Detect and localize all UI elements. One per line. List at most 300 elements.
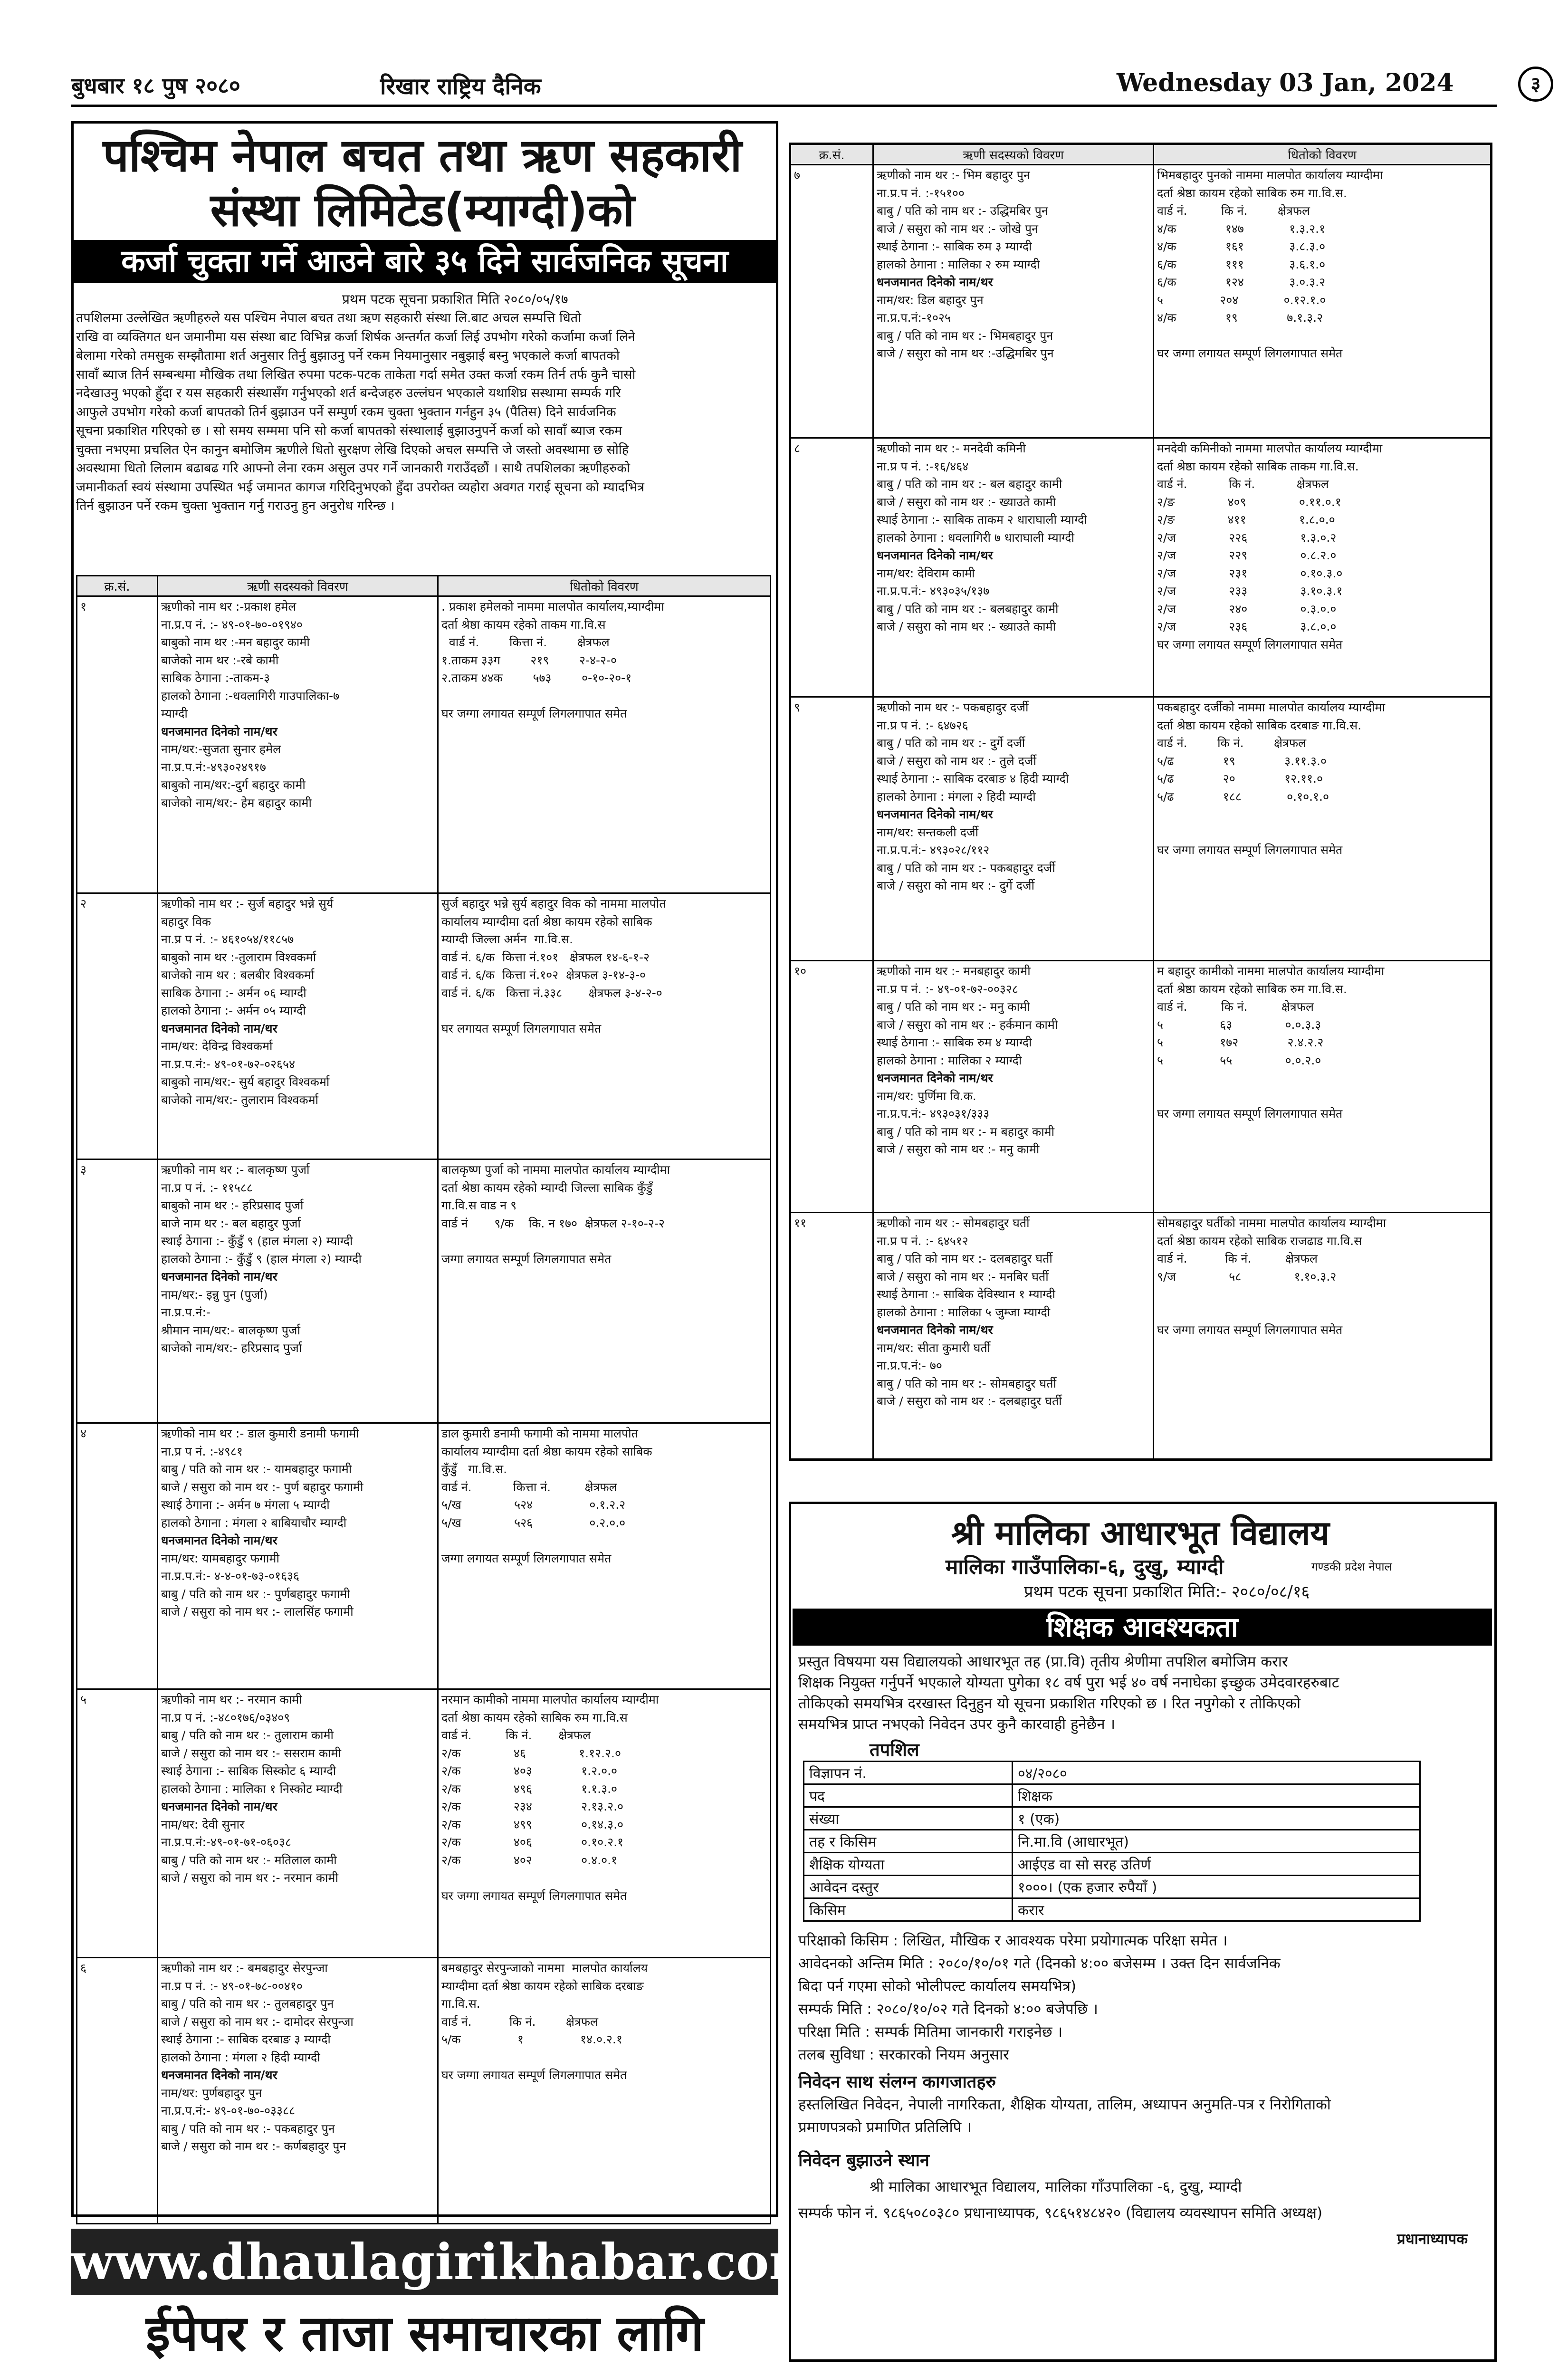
row-serial: ५ bbox=[77, 1689, 158, 1958]
borrower-line: बाबुको नाम थर :- हरिप्रसाद पुर्जा bbox=[161, 1198, 304, 1212]
text-line: शिक्षक नियुक्त गर्नुपर्ने भएकाले योग्यता पुगेका १८ वर्ष पुरा भई ४० वर्ष ननाघेका इच्छुक उमेदवारहरुबाट bbox=[798, 1674, 1339, 1691]
row-serial: ९ bbox=[790, 697, 873, 961]
row-serial: १० bbox=[790, 961, 873, 1213]
borrower-line: ना.प्र.प.नं:- bbox=[161, 1305, 210, 1319]
collateral-line: म्याग्दीमा दर्ता श्रेष्ठा कायम रहेको साबिक दरबाङ bbox=[441, 1979, 644, 1993]
collateral-line: बालकृष्ण पुर्जा को नाममा मालपोत कार्यालय म्याग्दीमा bbox=[441, 1163, 670, 1177]
collateral-line: घर लगायत सम्पूर्ण लिगलगापात समेत bbox=[441, 1021, 602, 1035]
table-header-row bbox=[790, 144, 1492, 165]
details-value: १०००। (एक हजार रुपैयाँ ) bbox=[1013, 1876, 1420, 1898]
borrower-line: ना.प्र प नं. :- ४९-०१-७८-००४१० bbox=[161, 1979, 303, 1993]
borrower-line: श्रीमान नाम/थर:- बालकृष्ण पुर्जा bbox=[161, 1323, 300, 1337]
collateral-line bbox=[441, 1869, 767, 1887]
text-line: नदेखाउनु भएको हुँदा र यस सहकारी संस्थासँग गर्नुभएको शर्त बन्देजहरु उल्लंघन भएकाले यथाशिघ्र सस्थामा सम्पर्क गरि bbox=[76, 386, 621, 401]
collateral-line: नरमान कामीको नाममा मालपोत कार्यालय म्याग्दीमा bbox=[441, 1693, 659, 1706]
borrower-line: बाबु / पति को नाम थर :- पकबहादुर दर्जी bbox=[877, 861, 1055, 875]
notice-body bbox=[76, 309, 770, 516]
table-row bbox=[77, 1689, 771, 1958]
notice-title-line2: संस्था लिमिटेड(म्याग्दी)को bbox=[210, 183, 635, 237]
borrower-details bbox=[158, 1958, 438, 2224]
collateral-line: २/क ४०६ ०.१०.२.१ bbox=[441, 1835, 624, 1849]
borrower-line: हालको ठेगाना : मालिका १ निस्कोट म्याग्दी bbox=[161, 1782, 343, 1796]
table-row bbox=[790, 165, 1492, 438]
notice-title-line1: पश्चिम नेपाल बचत तथा ऋण सहकारी bbox=[103, 129, 742, 182]
collateral-line: जग्गा लगायत सम्पूर्ण लिगलगापात समेत bbox=[441, 1252, 612, 1266]
borrower-line: बाजे / ससुरा को नाम थर :- कर्णबहादुर पुन bbox=[161, 2139, 346, 2153]
collateral-line: ९/ज ५८ १.१०.३.२ bbox=[1157, 1269, 1337, 1284]
collateral-line: १.ताकम ३३ग २१९ २-४-२-० bbox=[441, 653, 617, 667]
borrower-line: ऋणीको नाम थर :- पकबहादुर दर्जी bbox=[877, 700, 1029, 714]
borrower-line: ऋणीको नाम थर :- सोमबहादुर घर्ती bbox=[877, 1216, 1030, 1230]
collateral-line: ५/ढ २० १२.११.० bbox=[1157, 772, 1323, 786]
collateral-line: कार्यालय म्याग्दीमा दर्ता श्रेष्ठा कायम रहेको साबिक bbox=[441, 1444, 652, 1458]
page-number: ३ bbox=[1518, 67, 1553, 102]
row-serial: ३ bbox=[77, 1159, 158, 1423]
borrower-line: हालको ठेगाना : धवलागिरी ७ धाराघाली म्याग्दी bbox=[877, 530, 1074, 545]
borrower-line: बहादुर विक bbox=[161, 914, 211, 929]
header-collateral: धितोको विवरण bbox=[1154, 144, 1492, 165]
borrower-line: ऋणीको नाम थर :- भिम बहादुर पुन bbox=[877, 168, 1030, 182]
collateral-line: म बहादुर कामीको नाममा मालपोत कार्यालय म्याग्दीमा bbox=[1157, 964, 1385, 978]
borrower-line: धनजमानत दिनेको नाम/थर bbox=[161, 1021, 277, 1035]
borrower-line: धनजमानत दिनेको नाम/थर bbox=[161, 1533, 277, 1547]
collateral-line: मनदेवी कमिनीको नाममा मालपोत कार्यालय म्याग्दीमा bbox=[1157, 441, 1383, 455]
borrower-line: ऋणीको नाम थर :- मनबहादुर कामी bbox=[877, 964, 1031, 978]
collateral-line: २.ताकम ४४क ५७३ ०-१०-२०-१ bbox=[441, 671, 632, 685]
collateral-line: वार्ड नं. ६/क कित्ता नं.३३८ क्षेत्रफल ३-४-२-० bbox=[441, 986, 662, 1000]
collateral-line: २/क ४९६ १.१.३.० bbox=[441, 1782, 618, 1796]
row-serial: ६ bbox=[77, 1958, 158, 2224]
collateral-line: सुर्ज बहादुर भन्ने सुर्य बहादुर विक को नाममा मालपोत bbox=[441, 897, 666, 910]
borrower-line: ना.प्र प नं. :- ६४७२६ bbox=[877, 718, 968, 732]
borrower-line: बाजे / ससुरा को नाम थर :- मनबिर घर्ती bbox=[877, 1269, 1049, 1284]
collateral-line: घर जग्गा लगायत सम्पूर्ण लिगलगापात समेत bbox=[1157, 843, 1343, 857]
collateral-line: वार्ड नं ९/क कि. न १७० क्षेत्रफल २-१०-२-२ bbox=[441, 1216, 665, 1230]
borrower-line: ऋणीको नाम थर :- सुर्ज बहादुर भन्ने सुर्य bbox=[161, 897, 334, 910]
school-intro bbox=[798, 1651, 1485, 1735]
collateral-line: वार्ड नं. कि नं. क्षेत्रफल bbox=[441, 1728, 591, 1742]
collateral-line: २/क ४९९ ०.१४.३.० bbox=[441, 1817, 624, 1831]
borrower-line: हालको ठेगाना : मंगला २ हिदी म्याग्दी bbox=[161, 2050, 320, 2064]
details-row bbox=[804, 1784, 1420, 1807]
borrower-line: बाजेको नाम/थर:- तुलाराम विश्वकर्मा bbox=[161, 1092, 319, 1107]
collateral-line bbox=[441, 1002, 767, 1020]
borrower-line: ना.प्र.प.नं:- ४-४-०१-७३-०१६३६ bbox=[161, 1569, 299, 1583]
borrower-line: धनजमानत दिनेको नाम/थर bbox=[877, 807, 993, 821]
docs-heading: निवेदन साथ संलग्न कागजातहरु bbox=[798, 2072, 996, 2092]
borrower-line: धनजमानत दिनेको नाम/थर bbox=[161, 1800, 277, 1813]
borrower-line: बाबु / पति को नाम थर :- तुलाराम कामी bbox=[161, 1728, 334, 1742]
borrower-line: बाबु / पति को नाम थर :- बलबहादुर कामी bbox=[877, 602, 1059, 616]
text-line: परिक्षा मिति : सम्पर्क मितिमा जानकारी गराइनेछ । bbox=[798, 2023, 1063, 2041]
details-row bbox=[804, 1762, 1420, 1784]
details-value: नि.मा.वि (आधारभूत) bbox=[1013, 1830, 1420, 1853]
borrower-line: बाबु / पति को नाम थर :- मनु कामी bbox=[877, 1000, 1030, 1014]
collateral-line: पकबहादुर दर्जीको नाममा मालपोत कार्यालय म्याग्दीमा bbox=[1157, 700, 1386, 714]
collateral-line: ५/ख ५२४ ०.१.२.२ bbox=[441, 1498, 626, 1512]
borrower-line: बाबु / पति को नाम थर :- बल बहादुर कामी bbox=[877, 477, 1062, 491]
details-row bbox=[804, 1830, 1420, 1853]
borrower-line: ऋणीको नाम थर :- डाल कुमारी डनामी फगामी bbox=[161, 1427, 359, 1440]
borrower-line: ऋणीको नाम थर :- नरमान कामी bbox=[161, 1693, 302, 1706]
borrower-line: ना.प्र.प.नं:- ४९३०३१/३३३ bbox=[877, 1107, 990, 1121]
details-value: करार bbox=[1013, 1898, 1420, 1921]
borrower-line: हालको ठेगाना : मालिका २ रुम म्याग्दी bbox=[877, 257, 1040, 271]
text-line: प्रस्तुत विषयमा यस विद्यालयको आधारभूत तह (प्रा.वि) तृतीय श्रेणीमा तपशिल बमोजिम करार bbox=[798, 1653, 1288, 1670]
borrower-line: नाम/थर: डिल बहादुर पुन bbox=[877, 293, 984, 307]
borrower-line: ना.प्र प नं. :-४९८१ bbox=[161, 1444, 243, 1458]
borrower-line: बाजे / ससुरा को नाम थर :- दुर्गे दर्जी bbox=[877, 879, 1035, 892]
borrower-details bbox=[158, 596, 438, 893]
row-serial: ७ bbox=[790, 165, 873, 438]
text-line: बिदा पर्न गएमा सोको भोलीपल्ट कार्यालय समयभित्र) bbox=[798, 1978, 1077, 1995]
borrower-line: बाबु / पति को नाम थर :- दुर्गे दर्जी bbox=[877, 736, 1025, 750]
table-row bbox=[790, 1213, 1492, 1460]
collateral-line: ५/ढ १८८ ०.१०.१.० bbox=[1157, 789, 1329, 804]
collateral-line: घर जग्गा लगायत सम्पूर्ण लिगलगापात समेत bbox=[441, 2068, 627, 2082]
borrower-line: बाजे / ससुरा को नाम थर :- मनु कामी bbox=[877, 1142, 1040, 1156]
borrower-details bbox=[158, 1423, 438, 1689]
collateral-line bbox=[1157, 1303, 1487, 1322]
collateral-line: कार्यालय म्याग्दीमा दर्ता श्रेष्ठा कायम रहेको साबिक bbox=[441, 914, 652, 929]
collateral-line bbox=[1157, 327, 1487, 345]
borrower-line: धनजमानत दिनेको नाम/थर bbox=[877, 275, 993, 289]
collateral-line: ६/क १११ ३.६.१.० bbox=[1157, 257, 1326, 271]
row-serial: १ bbox=[77, 596, 158, 893]
borrower-line: धनजमानत दिनेको नाम/थर bbox=[161, 2068, 277, 2082]
borrower-line: ना.प्र.प.नं:- ७० bbox=[877, 1359, 942, 1372]
text-line: परिक्षाको किसिम : लिखित, मौखिक र आवश्यक परेमा प्रयोगात्मक परिक्षा समेत । bbox=[798, 1932, 1228, 1949]
collateral-line: २/ज २३३ ३.१०.३.१ bbox=[1157, 584, 1343, 598]
collateral-line: म्याग्दी जिल्ला अर्मन गा.वि.स. bbox=[441, 932, 573, 946]
text-line: तलब सुविधा : सरकारको नियम अनुसार bbox=[798, 2046, 1009, 2063]
table-row bbox=[77, 1423, 771, 1689]
details-row bbox=[804, 1807, 1420, 1830]
collateral-line: वार्ड नं. कि नं. क्षेत्रफल bbox=[1157, 736, 1307, 750]
borrower-line: ऋणीको नाम थर :- बमबहादुर सेरपुन्जा bbox=[161, 1961, 328, 1975]
borrower-line: बाजे / ससुरा को नाम थर :- ससराम कामी bbox=[161, 1746, 341, 1760]
borrower-line: बाजेको नाम थर :-रबे कामी bbox=[161, 653, 279, 667]
collateral-line: वार्ड नं. ६/क कित्ता नं.१०१ क्षेत्रफल १४-६-१-२ bbox=[441, 950, 650, 964]
borrower-details bbox=[873, 697, 1154, 961]
collateral-line: दर्ता श्रेष्ठा कायम रहेको साबिक ताकम गा.वि.स. bbox=[1157, 459, 1359, 473]
vacancy-details-table bbox=[803, 1761, 1421, 1922]
website-banner[interactable]: www.dhaulagirikhabar.com bbox=[71, 2229, 778, 2295]
borrower-line: बाबु / पति को नाम थर :- सोमबहादुर घर्ती bbox=[877, 1376, 1056, 1390]
borrower-line: बाजे / ससुरा को नाम थर :- लालसिंह फगामी bbox=[161, 1605, 354, 1619]
borrower-line: हालको ठेगाना :-धवलागिरी गाउपालिका-७ bbox=[161, 689, 340, 703]
row-serial: ११ bbox=[790, 1213, 873, 1460]
borrower-details bbox=[158, 1689, 438, 1958]
collateral-details bbox=[1154, 438, 1492, 697]
submit-place: श्री मालिका आधारभूत विद्यालय, मालिका गाँउपालिका -६, दुखु, म्याग्दी bbox=[870, 2178, 1242, 2195]
borrower-line: बाजे / ससुरा को नाम थर :- ख्याउते कामी bbox=[877, 495, 1056, 509]
borrower-line: म्याग्दी bbox=[161, 707, 188, 720]
table-row bbox=[790, 697, 1492, 961]
collateral-line: वार्ड नं. कि नं. क्षेत्रफल bbox=[441, 2014, 598, 2029]
borrower-line: ना.प्र.प नं. :- ४९-०१-७०-०१९४० bbox=[161, 617, 303, 632]
collateral-details bbox=[438, 1423, 771, 1689]
collateral-line: २/क २३४ २.१३.२.० bbox=[441, 1800, 624, 1813]
collateral-line: ५/ढ १९ ३.११.३.० bbox=[1157, 754, 1327, 768]
collateral-details bbox=[438, 1958, 771, 2224]
details-row bbox=[804, 1853, 1420, 1876]
borrower-line: नाम/थर: देवी सुनार bbox=[161, 1817, 245, 1831]
collateral-line bbox=[1157, 1285, 1487, 1303]
borrower-line: साबिक ठेगाना :-ताकम-३ bbox=[161, 671, 270, 685]
collateral-details bbox=[438, 1159, 771, 1423]
text-line: अवस्थामा धितो लिलाम बढाबढ गरि आफ्नो लेना रकम असुल उपर गर्ने जानकारी गराउँदछौं । साथै तपशिलका ऋणीहरुको bbox=[76, 461, 631, 476]
details-label: शैक्षिक योग्यता bbox=[804, 1853, 1013, 1876]
school-address: मालिका गाउँपालिका-६, दुखु, म्याग्दी bbox=[946, 1555, 1224, 1579]
borrower-line: बाबु / पति को नाम थर :- पकबहादुर पुन bbox=[161, 2121, 335, 2136]
masthead-paper-name: रिखार राष्ट्रिय दैनिक bbox=[380, 73, 541, 100]
collateral-details bbox=[438, 893, 771, 1159]
borrower-line: बाबु / पति को नाम थर :- दलबहादुर घर्ती bbox=[877, 1252, 1052, 1265]
borrower-line: धनजमानत दिनेको नाम/थर bbox=[877, 548, 993, 562]
borrower-line: नाम/थर: देविराम कामी bbox=[877, 566, 975, 580]
collateral-line: घर जग्गा लगायत सम्पूर्ण लिगलगापात समेत bbox=[441, 707, 627, 720]
borrower-line: बाबु / पति को नाम थर :- यामबहादुर फगामी bbox=[161, 1462, 352, 1476]
collateral-line: घर जग्गा लगायत सम्पूर्ण लिगलगापात समेत bbox=[1157, 1323, 1343, 1337]
collateral-line bbox=[441, 2049, 767, 2067]
details-label: संख्या bbox=[804, 1807, 1013, 1830]
collateral-details bbox=[1154, 697, 1492, 961]
borrower-line: ना.प्र प नं. :- ४९-०१-७२-००३२८ bbox=[877, 982, 1018, 996]
text-line: तोकिएको समयभित्र दरखास्त दिनुहुन यो सूचना प्रकाशित गरिएको छ । रित नपुगेको र तोकिएको bbox=[798, 1695, 1301, 1712]
borrower-details bbox=[873, 165, 1154, 438]
header-sn: क्र.सं. bbox=[77, 576, 158, 596]
borrower-line: स्थाई ठेगाना :- अर्मन ७ मंगला ५ म्याग्दी bbox=[161, 1498, 330, 1512]
borrower-line: बाजे / ससुरा को नाम थर :- जोखे पुन bbox=[877, 221, 1038, 236]
borrower-line: ना.प्र प नं. :-१६/४६४ bbox=[877, 459, 969, 473]
borrower-line: नाम/थर: पुर्णबहादुर पुन bbox=[161, 2086, 262, 2100]
collateral-details bbox=[438, 596, 771, 893]
collateral-line: २/क ४०२ ०.४.०.१ bbox=[441, 1853, 618, 1867]
school-province: गण्डकी प्रदेश नेपाल bbox=[1311, 1560, 1392, 1573]
collateral-line: बमबहादुर सेरपुन्जाको नाममा मालपोत कार्यालय bbox=[441, 1961, 648, 1975]
collateral-line: २/ज २४० ०.३.०.० bbox=[1157, 602, 1337, 616]
borrower-line: बाजे / ससुरा को नाम थर :- दामोदर सेरपुन्जा bbox=[161, 2014, 354, 2029]
borrower-line: बाजे नाम थर :- बल बहादुर पुर्जा bbox=[161, 1216, 301, 1230]
borrower-line: ना.प्र.प.नं:-४९-०१-७१-०६०३८ bbox=[161, 1835, 291, 1849]
borrower-details bbox=[873, 438, 1154, 697]
header-borrower: ऋणी सदस्यको विवरण bbox=[873, 144, 1154, 165]
collateral-line: भिमबहादुर पुनको नाममा मालपोत कार्यालय म्याग्दीमा bbox=[1157, 168, 1383, 182]
borrower-details bbox=[873, 1213, 1154, 1460]
borrower-line: बाबु / पति को नाम थर :- मतिलाल कामी bbox=[161, 1853, 337, 1867]
borrower-line: बाबुको नाम/थर:-दुर्ग बहादुर कामी bbox=[161, 778, 306, 792]
collateral-line: ५ ६३ ०.०.३.३ bbox=[1157, 1017, 1321, 1032]
text-line: बेलामा गरेको तमसुक सम्झौतामा शर्त अनुसार तिर्नु बुझाउनु पर्ने रकम नियमानुसार नबुझाई बस्नु भएकाले कर्जा बापतको bbox=[76, 348, 620, 363]
collateral-line: २/ङ ४११ १.८.०.० bbox=[1157, 513, 1335, 527]
borrower-line: हालको ठेगाना : मालिका २ म्याग्दी bbox=[877, 1053, 1022, 1067]
collateral-line: दर्ता श्रेष्ठा कायम रहेको साबिक दरबाङ गा.वि.स. bbox=[1157, 718, 1362, 732]
borrower-table-right bbox=[789, 143, 1492, 1461]
details-row bbox=[804, 1876, 1420, 1898]
collateral-details bbox=[1154, 1213, 1492, 1460]
text-line: हस्तलिखित निवेदन, नेपाली नागरिकता, शैक्षिक योग्यता, तालिम, अध्यापन अनुमति-पत्र र निरोगिताको bbox=[798, 2096, 1331, 2113]
collateral-line: गा.वि.स वाड न ९ bbox=[441, 1198, 517, 1212]
borrower-details bbox=[158, 1159, 438, 1423]
collateral-details bbox=[1154, 165, 1492, 438]
borrower-line: ना.प्र.प.नं:- ४९-०१-७०-०३३८८ bbox=[161, 2104, 295, 2117]
collateral-line: ५/क १ १४.०.२.१ bbox=[441, 2032, 622, 2046]
borrower-line: नाम/थर: पुर्णिमा वि.क. bbox=[877, 1089, 976, 1103]
collateral-line: २/ज २२६ १.३.०.२ bbox=[1157, 530, 1337, 545]
text-line: तपशिलमा उल्लेखित ऋणीहरुले यस पश्चिम नेपाल बचत तथा ऋण सहकारी संस्था लि.बाट अचल सम्पत्ति धितो bbox=[76, 311, 582, 326]
borrower-line: नाम/थर:-सुजता सुनार हमेल bbox=[161, 742, 281, 756]
text-line: प्रमाणपत्रको प्रमाणित प्रतिलिपि । bbox=[798, 2119, 972, 2136]
borrower-line: ना.प्र.प.नं:- ४९३०२८/११२ bbox=[877, 843, 990, 857]
borrower-line: ना.प्र.प.नं:- ४९-०१-७२-०२६५४ bbox=[161, 1057, 295, 1071]
collateral-line: ५ १७२ २.४.२.२ bbox=[1157, 1035, 1324, 1049]
borrower-line: ना.प्र प नं. :- ६४५१२ bbox=[877, 1234, 968, 1248]
collateral-line bbox=[1157, 824, 1487, 842]
table-row bbox=[790, 961, 1492, 1213]
text-line: सावाँ ब्याज तिर्न सम्बन्धमा मौखिक तथा लिखित रुपमा पटक-पटक ताकेता गर्दा समेत उक्त कर्जा रकम तिर्न तर्फ कुनै चासो bbox=[76, 367, 636, 382]
text-line: तिर्न बुझाउन पर्ने रकम चुक्ता भुक्तान गर्नु गराउनु हुन अनुरोध गरिन्छ । bbox=[76, 498, 395, 513]
details-value: शिक्षक bbox=[1013, 1784, 1420, 1807]
details-label: आवेदन दस्तुर bbox=[804, 1876, 1013, 1898]
collateral-line bbox=[441, 1532, 767, 1550]
collateral-details bbox=[1154, 961, 1492, 1213]
text-line: आफुले उपभोग गरेको कर्जा बापतको तिर्न बुझाउन पर्ने सम्पुर्ण रकम चुक्ता भुक्तान गर्नहुन ३५ (पैतिस) दिने सार्वजनिक bbox=[76, 404, 616, 420]
borrower-line: बाबु / पति को नाम थर :- उद्धिमबिर पुन bbox=[877, 204, 1048, 218]
collateral-line: कुँडुँ गा.वि.स. bbox=[441, 1462, 507, 1476]
borrower-line: स्थाई ठेगाना :- साबिक सिस्कोट ६ म्याग्दी bbox=[161, 1764, 336, 1778]
collateral-line: वार्ड नं. कि नं. क्षेत्रफल bbox=[1157, 204, 1310, 218]
contact-numbers: सम्पर्क फोन नं. ९८६५०८०३८० प्रधानाध्यापक, ९८६५१४८४२० (विद्यालय व्यवस्थापन समिति अध्यक्ष) bbox=[798, 2204, 1323, 2222]
masthead bbox=[71, 67, 1541, 107]
borrower-line: नाम/थर: यामबहादुर फगामी bbox=[161, 1551, 279, 1565]
collateral-line: दर्ता श्रेष्ठा कायम रहेको म्याग्दी जिल्ला साबिक कुँडुँ bbox=[441, 1180, 653, 1195]
collateral-line: दर्ता श्रेष्ठा कायम रहेको साबिक रुम गा.वि.स. bbox=[1157, 982, 1347, 996]
borrower-line: बाजे / ससुरा को नाम थर :- पुर्ण बहादुर फगामी bbox=[161, 1480, 363, 1494]
masthead-date-en: Wednesday 03 Jan, 2024 bbox=[1117, 68, 1454, 97]
docs-list bbox=[798, 2093, 1485, 2139]
borrower-line: स्थाई ठेगाना :- साबिक रुम ४ म्याग्दी bbox=[877, 1035, 1032, 1049]
collateral-line: ४/क १६१ ३.८.३.० bbox=[1157, 240, 1326, 253]
borrower-line: हालको ठेगाना : मंगला २ बाबियाचौर म्याग्दी bbox=[161, 1515, 347, 1530]
collateral-line: वार्ड नं. कित्ता नं. क्षेत्रफल bbox=[441, 635, 610, 649]
borrower-line: स्थाई ठेगाना :- साबिक रुम ३ म्याग्दी bbox=[877, 240, 1032, 253]
text-line: जमानीकर्ता स्वयं संस्थामा उपस्थित भई जमानत कागज गरिदिनुभएको हुँदा उपरोक्त व्यहोरा अवगत गराई सूचना को म्यादभित्र bbox=[76, 479, 644, 495]
borrower-line: बाबु / पति को नाम थर :- म बहादुर कामी bbox=[877, 1124, 1055, 1139]
borrower-line: हालको ठेगाना : मालिका ५ जुम्जा म्याग्दी bbox=[877, 1305, 1051, 1319]
signature: प्रधानाध्यापक bbox=[1397, 2231, 1468, 2248]
borrower-line: स्थाई ठेगाना :- साबिक दरबाङ ३ म्याग्दी bbox=[161, 2032, 331, 2046]
borrower-line: ऋणीको नाम थर :- मनदेवी कमिनी bbox=[877, 441, 1026, 455]
collateral-line: २/ज २३१ ०.१०.३.० bbox=[1157, 566, 1343, 580]
details-label: तह र किसिम bbox=[804, 1830, 1013, 1853]
borrower-line: बाजे / ससुरा को नाम थर :- ख्याउते कामी bbox=[877, 620, 1056, 633]
collateral-line: सोमबहादुर घर्तीको नाममा मालपोत कार्यालय म्याग्दीमा bbox=[1157, 1216, 1386, 1230]
borrower-line: धनजमानत दिनेको नाम/थर bbox=[877, 1071, 993, 1085]
borrower-line: बाबु / पति को नाम थर :- तुलबहादुर पुन bbox=[161, 1997, 334, 2011]
submit-heading: निवेदन बुझाउने स्थान bbox=[798, 2151, 929, 2170]
collateral-line: वार्ड नं. कि नं. क्षेत्रफल bbox=[1157, 477, 1329, 491]
collateral-line bbox=[1157, 805, 1487, 824]
borrower-line: बाबु / पति को नाम थर :- पुर्णबहादुर फगामी bbox=[161, 1587, 350, 1601]
borrower-line: बाजे / ससुरा को नाम थर :- तुले दर्जी bbox=[877, 754, 1036, 768]
text-line: समयभित्र प्राप्त नभएको निवेदन उपर कुनै कारवाही हुनेछैन । bbox=[798, 1716, 1116, 1733]
text-line: चुक्ता नभएमा प्रचलित ऐन कानुन बमोजिम ऋणीले धितो सुरक्षण लेखि दिएको अचल सम्पत्ति जे जस्तो अवस्थामा छ सोहि bbox=[76, 442, 629, 457]
details-value: ०४/२०८० bbox=[1013, 1762, 1420, 1784]
masthead-date-np: बुधबार १८ पुष २०८० bbox=[71, 73, 240, 98]
borrower-line: ना.प्र.प.नं:-१०२५ bbox=[877, 311, 951, 325]
details-heading: तपशिल bbox=[870, 1739, 919, 1760]
borrower-line: बाजे / ससुरा को नाम थर :- दलबहादुर घर्ती bbox=[877, 1394, 1062, 1408]
borrower-line: बाजे / ससुरा को नाम थर :- नरमान कामी bbox=[161, 1871, 338, 1885]
borrower-details bbox=[873, 961, 1154, 1213]
table-row bbox=[790, 438, 1492, 697]
borrower-line: साबिक ठेगाना :- अर्मन ०६ म्याग्दी bbox=[161, 986, 306, 1000]
borrower-line: धनजमानत दिनेको नाम/थर bbox=[161, 724, 277, 738]
collateral-line: घर जग्गा लगायत सम्पूर्ण लिगलगापात समेत bbox=[1157, 346, 1343, 360]
borrower-line: बाबुको नाम/थर:- सुर्य बहादुर विश्वकर्मा bbox=[161, 1075, 330, 1089]
borrower-line: ऋणीको नाम थर :-प्रकाश हमेल bbox=[161, 600, 296, 613]
school-banner: शिक्षक आवश्यकता bbox=[793, 1609, 1492, 1646]
collateral-line: जग्गा लगायत सम्पूर्ण लिगलगापात समेत bbox=[441, 1551, 612, 1565]
collateral-line: वार्ड नं. कि नं. क्षेत्रफल bbox=[1157, 1252, 1318, 1265]
collateral-line: ५ २०४ ०.१२.१.० bbox=[1157, 293, 1326, 307]
table-row bbox=[77, 1958, 771, 2224]
borrower-line: ना.प्र.प.नं:- ४९३०३५/१३७ bbox=[877, 584, 990, 598]
borrower-line: नाम/थर: सन्तकली दर्जी bbox=[877, 825, 979, 839]
details-value: आईएड वा सो सरह उतिर्ण bbox=[1013, 1853, 1420, 1876]
borrower-table-left bbox=[76, 575, 771, 2224]
table-row bbox=[77, 596, 771, 893]
borrower-line: स्थाई ठेगाना :- साबिक देविस्थान १ म्याग्दी bbox=[877, 1287, 1055, 1301]
collateral-line: दर्ता श्रेष्ठा कायम रहेको ताकम गा.वि.स bbox=[441, 617, 606, 632]
borrower-line: बाजेको नाम/थर:- हरिप्रसाद पुर्जा bbox=[161, 1341, 302, 1355]
collateral-line: २/क ४०३ १.२.०.० bbox=[441, 1764, 618, 1778]
notice-title bbox=[71, 128, 774, 238]
borrower-line: बाजे / ससुरा को नाम थर :- हर्कमान कामी bbox=[877, 1017, 1058, 1032]
collateral-line: घर जग्गा लगायत सम्पूर्ण लिगलगापात समेत bbox=[441, 1888, 627, 1903]
header-sn: क्र.सं. bbox=[790, 144, 873, 165]
borrower-line: ना.प्र.प नं. :-१५१०० bbox=[877, 186, 965, 200]
text-line: राखि वा व्यक्तिगत धन जमानीमा यस संस्था बाट विभिन्न कर्जा शिर्षक अन्तर्गत कर्जा लिई उपभोग गरेको कर्जामा कर्जा लिने bbox=[76, 329, 635, 345]
borrower-line: धनजमानत दिनेको नाम/थर bbox=[877, 1323, 993, 1337]
collateral-line bbox=[441, 1232, 767, 1250]
header-collateral: धितोको विवरण bbox=[438, 576, 771, 596]
details-value: १ (एक) bbox=[1013, 1807, 1420, 1830]
collateral-line: दर्ता श्रेष्ठा कायम रहेको साबिक रुम गा.वि.स bbox=[441, 1710, 628, 1725]
text-line: सूचना प्रकाशित गरिएको छ । सो समय सम्ममा पनि सो कर्जा बापतको संस्थालाई बुझाउनुपर्ने कर्जा को सावाँ ब्याज रकम bbox=[76, 423, 622, 438]
borrower-line: धनजमानत दिनेको नाम/थर bbox=[161, 1270, 277, 1284]
collateral-line: गा.वि.स. bbox=[441, 1997, 480, 2011]
collateral-line: वार्ड नं. कित्ता नं. क्षेत्रफल bbox=[441, 1480, 617, 1494]
school-name: श्री मालिका आधारभूत विद्यालय bbox=[951, 1514, 1330, 1552]
table-row bbox=[77, 1159, 771, 1423]
collateral-line: २/ज २३६ ३.८.०.० bbox=[1157, 620, 1337, 633]
notice-first-publication: प्रथम पटक सूचना प्रकाशित मिति २०८०/०५/१७ bbox=[342, 291, 568, 307]
borrower-line: स्थाई ठेगाना :- साबिक ताकम २ धाराघाली म्याग्दी bbox=[877, 513, 1087, 527]
table-row bbox=[77, 893, 771, 1159]
school-terms bbox=[798, 1929, 1485, 2066]
borrower-line: बाबुको नाम थर :-मन बहादुर कामी bbox=[161, 635, 310, 649]
details-label: विज्ञापन नं. bbox=[804, 1762, 1013, 1784]
collateral-line bbox=[1157, 1087, 1487, 1105]
borrower-line: ना.प्र प नं. :- ४६१०५४/११८५७ bbox=[161, 932, 294, 946]
collateral-line: घर जग्गा लगायत सम्पूर्ण लिगलगापात समेत bbox=[1157, 637, 1343, 651]
borrower-line: बाजे / ससुरा को नाम थर :-उद्धिमबिर पुन bbox=[877, 346, 1054, 360]
header-borrower: ऋणी सदस्यको विवरण bbox=[158, 576, 438, 596]
collateral-line: डाल कुमारी डनामी फगामी को नाममा मालपोत bbox=[441, 1427, 638, 1440]
collateral-line bbox=[441, 687, 767, 705]
